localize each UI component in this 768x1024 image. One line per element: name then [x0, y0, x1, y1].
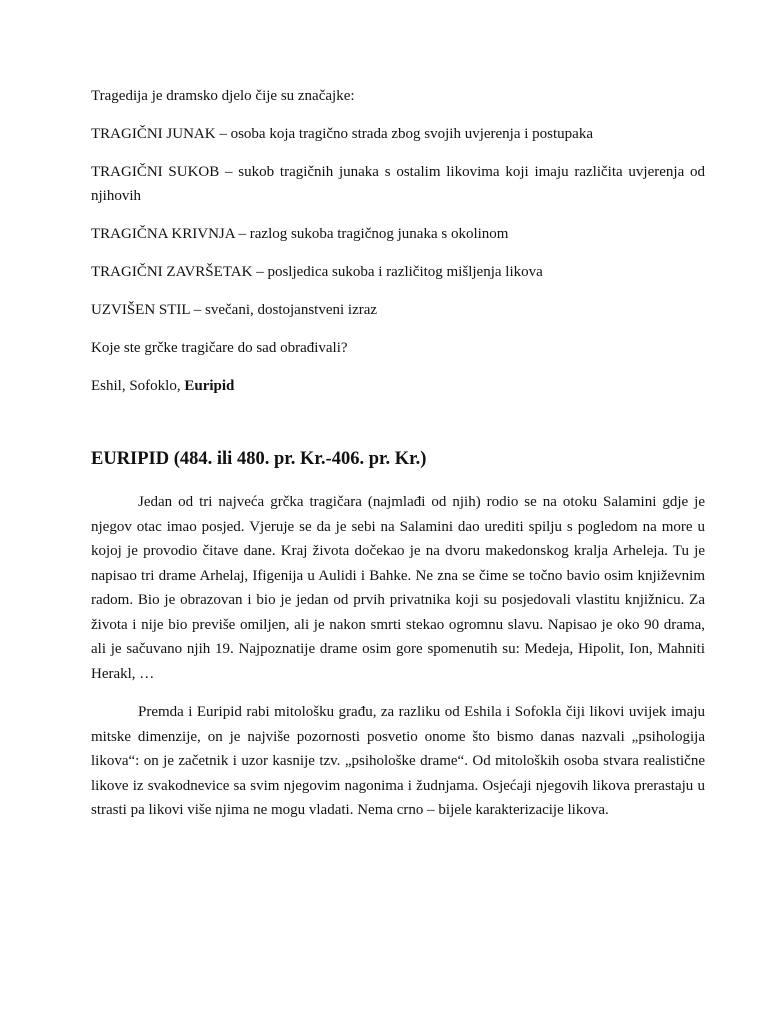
- answer-plain: Eshil, Sofoklo,: [91, 378, 185, 394]
- definition-elevated-style: UZVIŠEN STIL – svečani, dostojanstveni izraz: [91, 302, 378, 318]
- section-heading: EURIPID (484. ili 480. pr. Kr.-406. pr. Kr.): [91, 449, 427, 469]
- paragraph-style: Premda i Euripid rabi mitološku građu, za razliku od Eshila i Sofokla čiji likovi uvijek imaju mitske dimenzije, on je najviše pozornosti posvetio onome što bismo danas nazvali „psihologija likova“: on je začetnik i uzor kasnije tzv. „psihološke drame“. Od mitoloških osoba stvara realistične likove iz svakodnevice sa svim njegovim nagonima i žudnjama. Osjećaji njegovih likova prerastaju u strasti pa likovi više njima ne mogu vladati. Nema crno – bijele karakterizacije likova.: [91, 704, 705, 818]
- definition-tragic-conflict: TRAGIČNI SUKOB – sukob tragičnih junaka s ostalim likovima koji imaju različita uvjerenja od njihovih: [91, 164, 705, 204]
- definition-tragic-ending: TRAGIČNI ZAVRŠETAK – posljedica sukoba i različitog mišljenja likova: [91, 264, 543, 280]
- intro-line: Tragedija je dramsko djelo čije su značajke:: [91, 88, 355, 104]
- answer-bold: Euripid: [184, 378, 235, 394]
- definition-tragic-hero: TRAGIČNI JUNAK – osoba koja tragično strada zbog svojih uvjerenja i postupaka: [91, 126, 593, 142]
- document-body: [91, 84, 705, 837]
- answer-line: [91, 374, 705, 398]
- question-line: Koje ste grčke tragičare do sad obrađivali?: [91, 340, 348, 356]
- paragraph-biography: Jedan od tri najveća grčka tragičara (najmlađi od njih) rodio se na otoku Salamini gdje je njegov otac imao posjed. Vjeruje se da je sebi na Salamini dao urediti spilju s pogledom na more u kojoj je provodio čitave dane. Kraj života dočekao je na dvoru makedonskog kralja Arheleja. Tu je napisao tri drame Arhelaj, Ifigenija u Aulidi i Bahke. Ne zna se čime se točno bavio osim književnim radom. Bio je obrazovan i bio je jedan od prvih privatnika koji su posjedovali vlastitu knjižnicu. Za života i nije bio previše omiljen, ali je nakon smrti stekao ogromnu slavu. Napisao je oko 90 drama, ali je sačuvano njih 19. Najpoznatije drame osim gore spomenutih su: Medeja, Hipolit, Ion, Mahniti Herakl, …: [91, 494, 705, 682]
- definition-tragic-guilt: TRAGIČNA KRIVNJA – razlog sukoba tragičnog junaka s okolinom: [91, 226, 509, 242]
